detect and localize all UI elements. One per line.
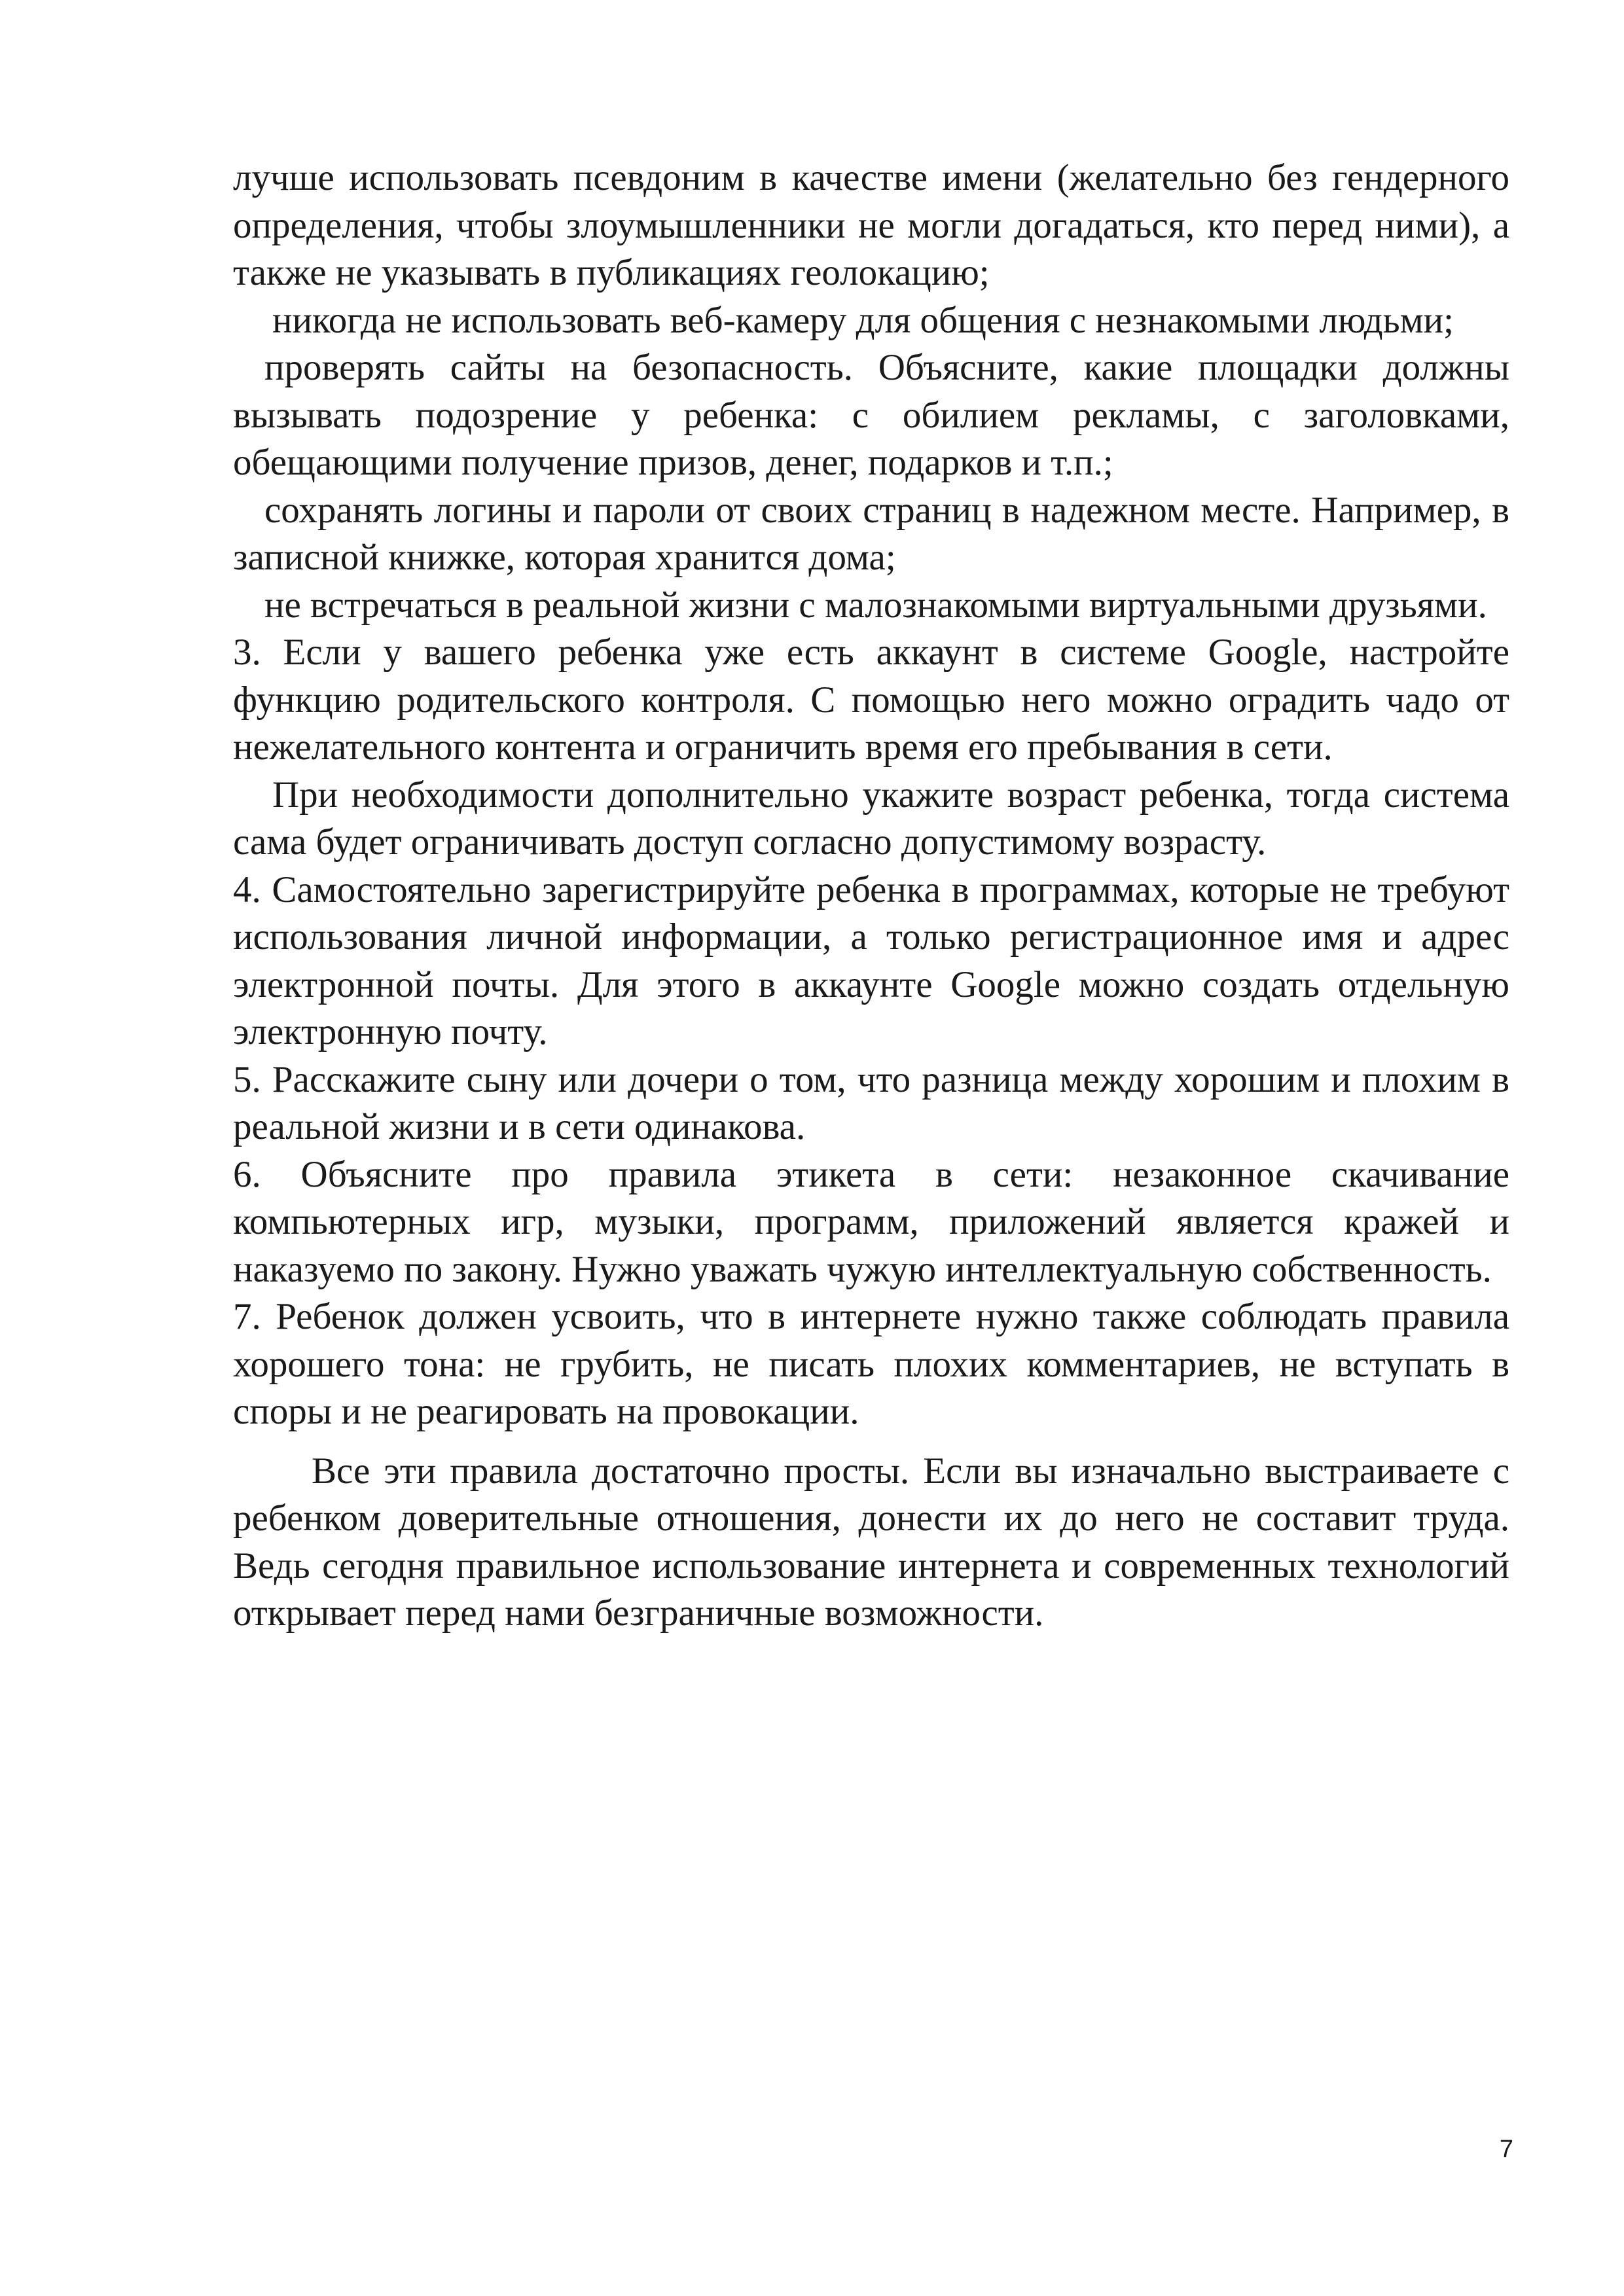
paragraph-item-7: 7. Ребенок должен усвоить, что в интернете нужно также соблюдать правила хорошего тона: не грубить, не писать плохих комментариев, не вступать в споры и не реагировать на провокации.: [233, 1296, 1509, 1432]
paragraph-meetings: не встречаться в реальной жизни с малознакомыми виртуальными друзьями.: [264, 584, 1487, 626]
paragraph-passwords: сохранять логины и пароли от своих страниц в надежном месте. Например, в записной книжке, которая хранится дома;: [233, 489, 1509, 578]
paragraph-site-safety: проверять сайты на безопасность. Объясните, какие площадки должны вызывать подозрение у ребенка: с обилием рекламы, с заголовками, обещающими получение призов, денег, подарков и т.п.;: [233, 347, 1509, 483]
paragraph-item-3: 3. Если у вашего ребенка уже есть аккаунт в системе Google, настройте функцию родительского контроля. С помощью него можно оградить чадо от нежелательного контента и ограничить время его пребывания в сети.: [233, 632, 1509, 768]
paragraph-conclusion: Все эти правила достаточно просты. Если вы изначально выстраиваете с ребенком доверительные отношения, донести их до него не составит труда. Ведь сегодня правильное использование интернета и современных технологий открывает перед нами безграничные возможности.: [233, 1450, 1509, 1634]
paragraph-webcam: никогда не использовать веб-камеру для общения с незнакомыми людьми;: [272, 299, 1454, 341]
paragraph-age-setting: При необходимости дополнительно укажите возраст ребенка, тогда система сама будет ограничивать доступ согласно допустимому возрасту.: [233, 774, 1509, 863]
paragraph-pseudonym: лучше использовать псевдоним в качестве имени (желательно без гендерного определения, чтобы злоумышленники не могли догадаться, кто перед ними), а также не указывать в публикациях геолокацию;: [233, 157, 1509, 293]
paragraph-item-4: 4. Самостоятельно зарегистрируйте ребенка в программах, которые не требуют использования личной информации, а только регистрационное имя и адрес электронной почты. Для этого в аккаунте Google можно создать отдельную электронную почту.: [233, 869, 1509, 1052]
body-text: [233, 154, 1509, 1638]
paragraph-item-6: 6. Объясните про правила этикета в сети: незаконное скачивание компьютерных игр, музыки, программ, приложений является кражей и наказуемо по закону. Нужно уважать чужую интеллектуальную собственность.: [233, 1153, 1509, 1290]
paragraph-item-5: 5. Расскажите сыну или дочери о том, что разница между хорошим и плохим в реальной жизни и в сети одинакова.: [233, 1058, 1509, 1147]
page-number: 7: [1499, 2136, 1513, 2163]
